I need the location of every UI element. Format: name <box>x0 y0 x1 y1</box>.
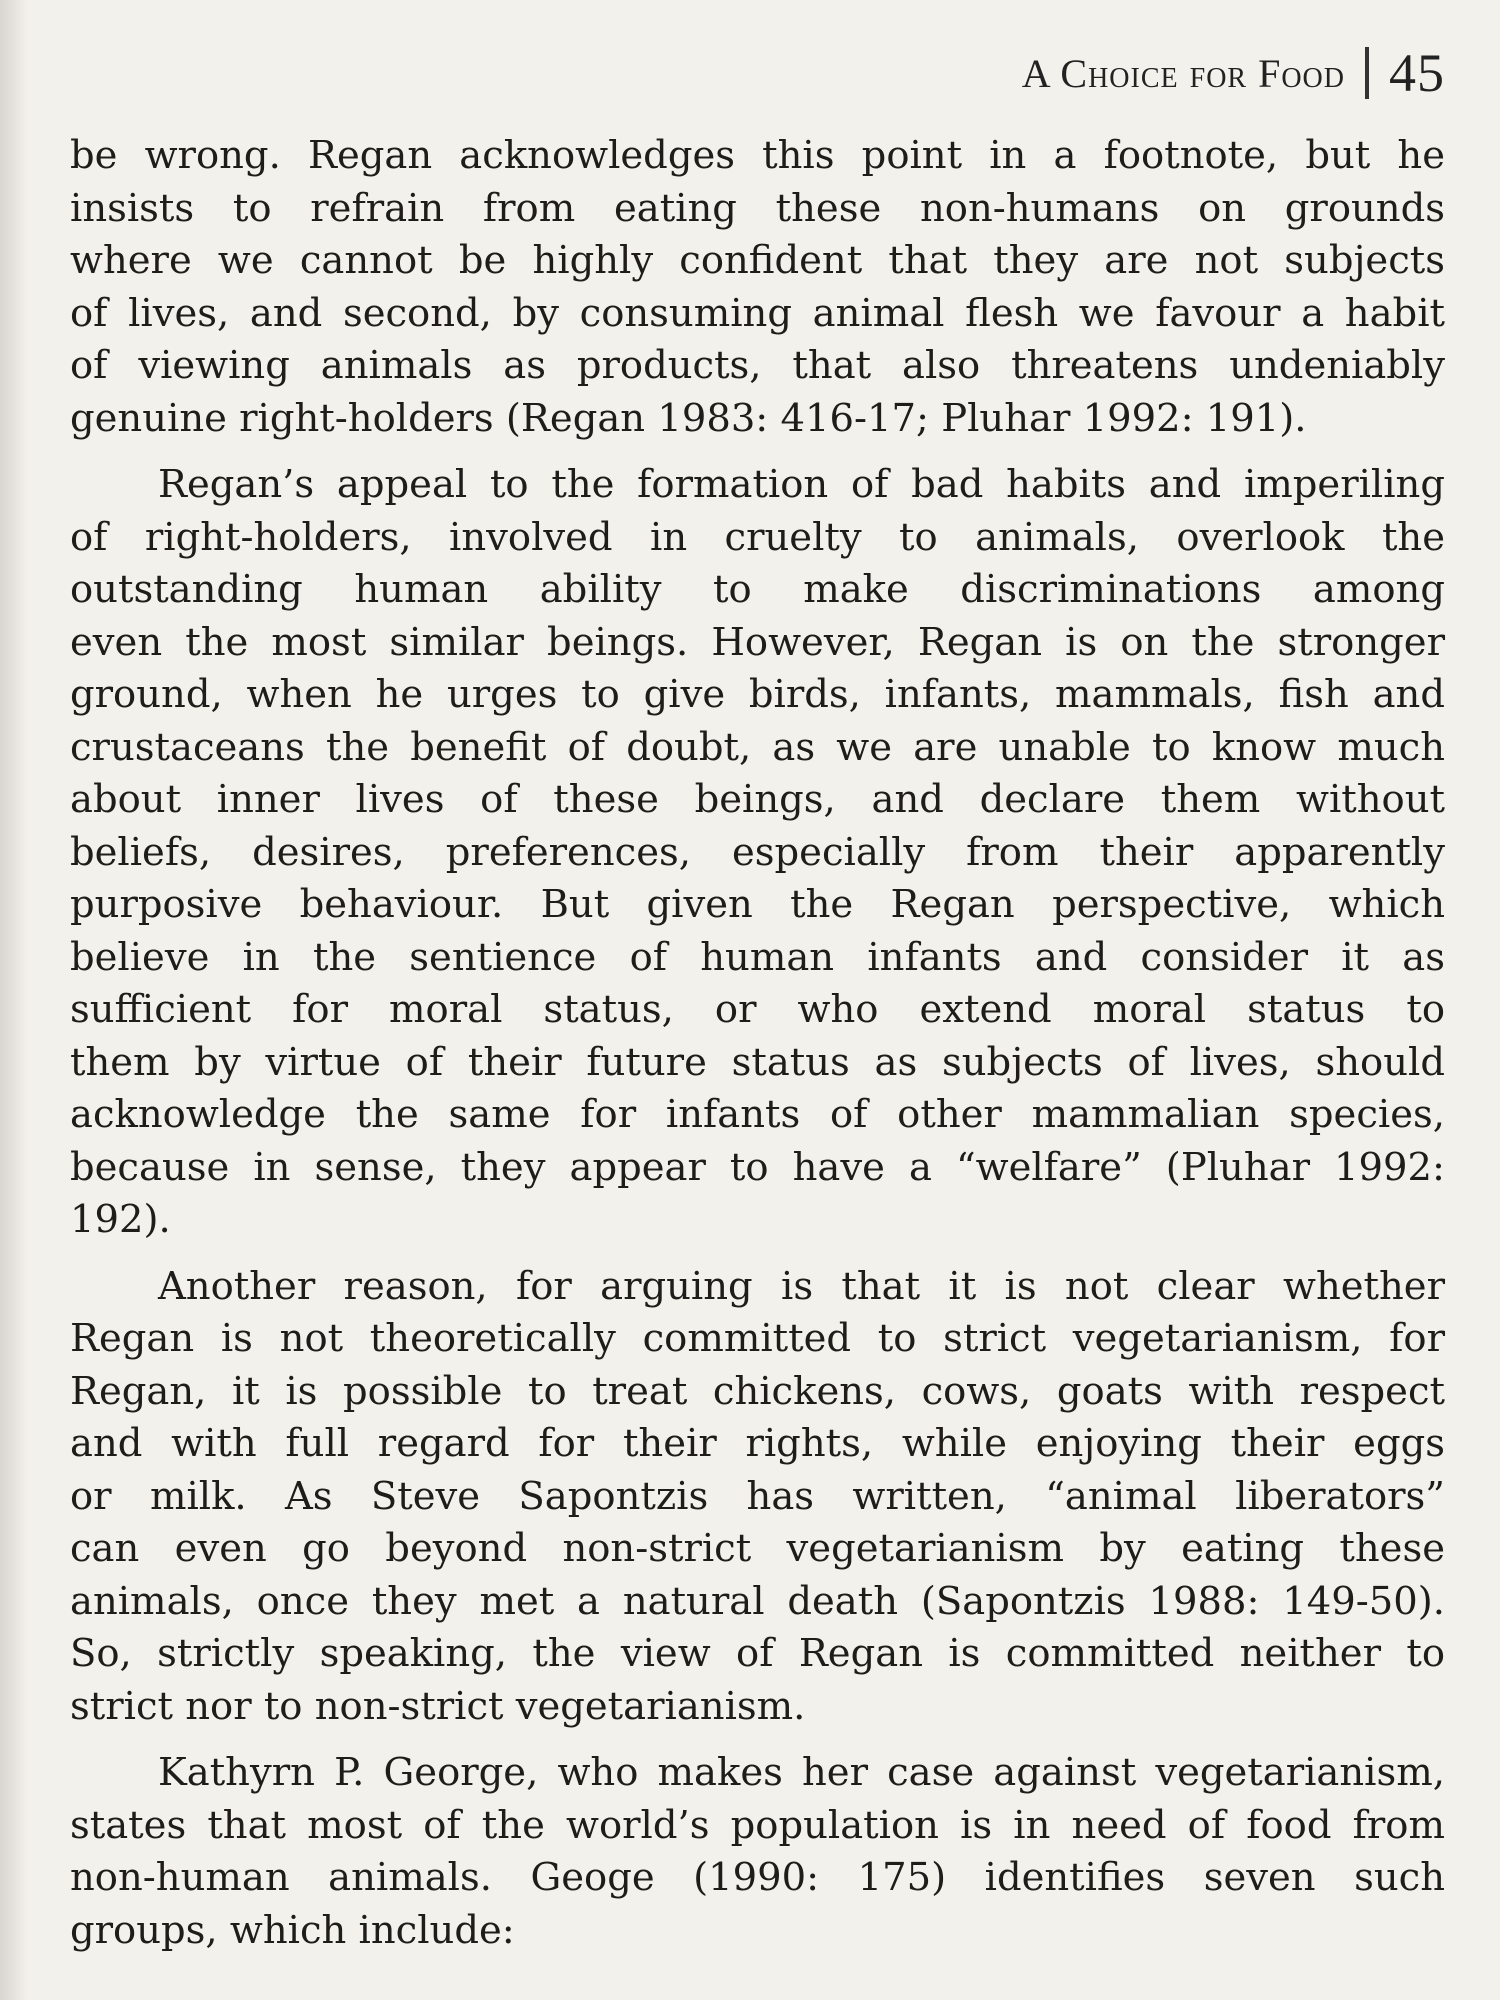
text-line: Regan, it is possible to treat chickens, cows, goats with respect <box>70 1368 1445 1414</box>
text-line: because in sense, they appear to have a “welfare” (Pluhar 1992: <box>70 1144 1445 1190</box>
text-line: strict nor to non-strict vegetarianism. <box>70 1683 806 1729</box>
paragraph-4 <box>70 1747 1445 1957</box>
text-line: ground, when he urges to give birds, infants, mammals, fish and <box>70 672 1445 717</box>
book-gutter-shadow <box>0 0 28 2000</box>
paragraph-3 <box>70 1261 1445 1734</box>
text-line: Another reason, for arguing is that it is not clear whether <box>158 1263 1445 1309</box>
text-line: Kathyrn P. George, who makes her case against vegetarianism, <box>158 1750 1445 1795</box>
text-line: states that most of the world’s population is in need of food from <box>70 1802 1445 1848</box>
text-line: can even go beyond non-strict vegetarianism by eating these <box>70 1526 1445 1571</box>
running-head-divider <box>1365 47 1369 99</box>
text-line: where we cannot be highly confident that they are not subjects <box>70 238 1445 283</box>
text-line: genuine right-holders (Regan 1983: 416-17; Pluhar 1992: 191). <box>70 395 1307 441</box>
text-line: and with full regard for their rights, while enjoying their eggs <box>70 1421 1445 1466</box>
text-line: even the most similar beings. However, Regan is on the stronger <box>70 619 1445 665</box>
text-line: be wrong. Regan acknowledges this point in a footnote, but he <box>70 133 1445 178</box>
text-line: beliefs, desires, preferences, especially from their apparently <box>70 829 1445 875</box>
page-number: 45 <box>1389 43 1445 103</box>
paragraph-2 <box>70 459 1445 1247</box>
body-text <box>70 130 1445 1971</box>
text-line: sufficient for moral status, or who extend moral status to <box>70 987 1445 1032</box>
text-line: purposive behaviour. But given the Regan perspective, which <box>70 882 1445 927</box>
text-line: outstanding human ability to make discriminations among <box>70 567 1445 612</box>
text-line: 192). <box>70 1197 171 1242</box>
text-line: them by virtue of their future status as subjects of lives, should <box>70 1039 1445 1085</box>
running-head <box>1022 42 1445 104</box>
text-line: So, strictly speaking, the view of Regan is committed neither to <box>70 1631 1445 1676</box>
text-line: of right-holders, involved in cruelty to animals, overlook the <box>70 514 1445 560</box>
text-line: crustaceans the benefit of doubt, as we are unable to know much <box>70 724 1445 770</box>
running-head-title: A Choice for Food <box>1021 50 1345 96</box>
text-line: believe in the sentience of human infants and consider it as <box>70 934 1445 980</box>
text-line: Regan’s appeal to the formation of bad habits and imperiling <box>158 462 1445 507</box>
text-line: of viewing animals as products, that also threatens undeniably <box>70 343 1445 388</box>
text-line: or milk. As Steve Sapontzis has written, “animal liberators” <box>70 1473 1445 1519</box>
text-line: of lives, and second, by consuming animal flesh we favour a habit <box>70 290 1445 336</box>
text-line: acknowledge the same for infants of other mammalian species, <box>70 1092 1445 1137</box>
text-line: insists to refrain from eating these non-humans on grounds <box>70 185 1445 231</box>
text-line: about inner lives of these beings, and declare them without <box>70 777 1445 822</box>
text-line: groups, which include: <box>70 1907 515 1953</box>
paragraph-1 <box>70 130 1445 445</box>
text-line: non-human animals. Geoge (1990: 175) identifies seven such <box>70 1855 1445 1900</box>
text-line: Regan is not theoretically committed to strict vegetarianism, for <box>70 1316 1445 1361</box>
text-line: animals, once they met a natural death (Sapontzis 1988: 149-50). <box>70 1578 1445 1624</box>
